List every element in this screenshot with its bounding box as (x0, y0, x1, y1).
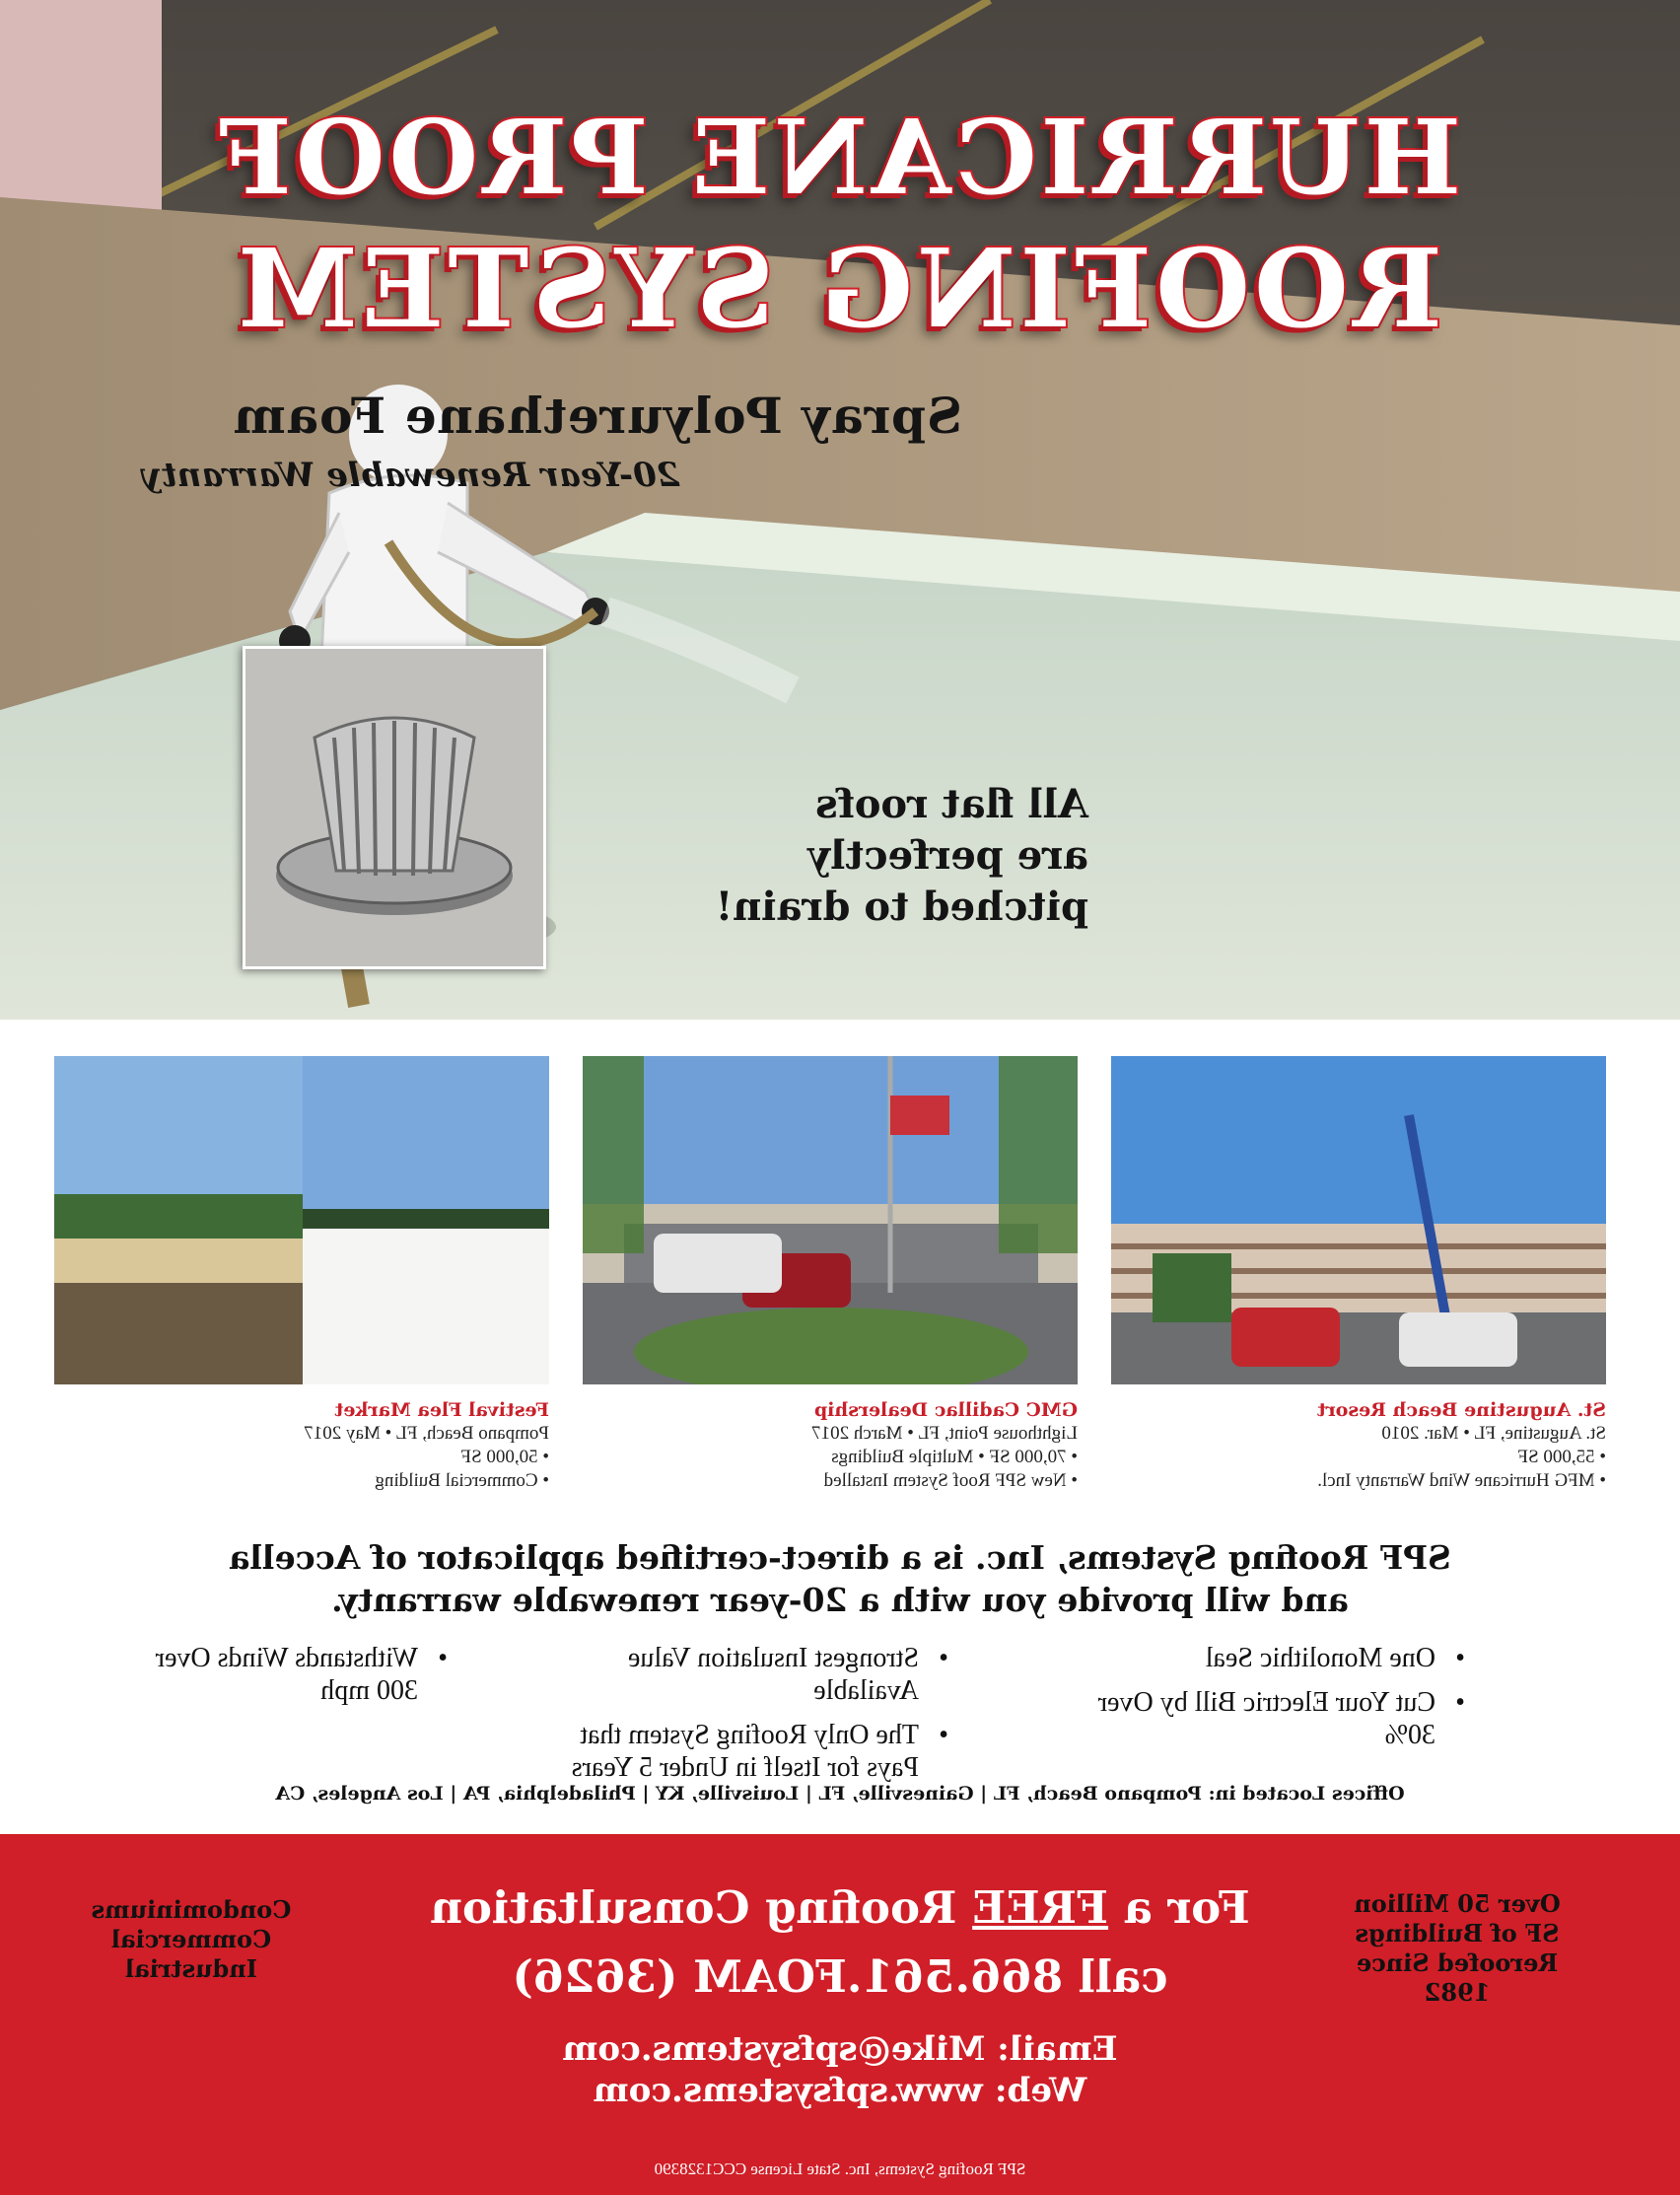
cta-suffix: Roofing Consultation (430, 1881, 973, 1934)
project-name: GMC Cadillac Dealership (813, 1399, 1078, 1421)
company-stats (1329, 1889, 1585, 2008)
segment-item: Commercial (110, 1925, 272, 1953)
drain-caption-line: All flat roofs (815, 781, 1088, 827)
headline-line-1: HURRICANE PROOF (214, 97, 1462, 218)
cta-free: FREE (972, 1881, 1109, 1934)
segment-item: Condominiums (91, 1895, 292, 1924)
project-detail: • Commercial Building (375, 1470, 549, 1491)
drain-caption (576, 779, 1088, 933)
project-name: St. Augustine Beach Resort (1316, 1399, 1606, 1421)
roof-drain-photo (243, 646, 546, 969)
office-locations: Offices Located in: Pompano Beach, FL | Gainesville, FL | Louisville, KY | Philadelphia, PA | Los Angeles, CA (275, 1783, 1405, 1805)
certification-statement (170, 1536, 1510, 1621)
benefits-column-c (122, 1642, 448, 1719)
project-location-date: Lighthouse Point, FL • March 2017 (811, 1423, 1078, 1444)
project-detail: • New SPF Roof System Installed (823, 1470, 1078, 1491)
cta-prefix: For a (1108, 1881, 1250, 1934)
drain-caption-line: pitched to drain! (715, 884, 1088, 930)
project-detail: • 70,000 SF • Multiple Buildings (831, 1447, 1078, 1467)
statement-line-2: and will provide you with a 20-year renewable warranty. (331, 1581, 1349, 1619)
product-title: Spray Polyurethane Foam (232, 387, 963, 445)
statement-line-1: SPF Roofing Systems, Inc. is a direct-certified applicator of Accella (229, 1538, 1451, 1577)
st-augustine-beach-resort-photo (1111, 1056, 1606, 1384)
project-festival-flea-market (54, 1398, 549, 1493)
email-address[interactable]: Email: Mike@spfsystems.com (562, 2029, 1118, 2069)
benefit-item: • One Monolithic Seal (1041, 1642, 1465, 1674)
project-detail: • 50,000 SF (460, 1447, 549, 1467)
drain-caption-line: are perfectly (807, 832, 1088, 879)
gmc-cadillac-dealership-photo (583, 1056, 1078, 1384)
festival-flea-market-photo (54, 1056, 549, 1384)
hero-section (0, 0, 1680, 1020)
stats-line: Reroofed Since (1356, 1948, 1559, 1977)
headline-line-2: ROOFING SYSTEM (233, 225, 1443, 352)
project-location-date: Pompano Beach, FL • May 2017 (304, 1423, 549, 1444)
phone-number[interactable]: call 866.561.FOAM (3626) (512, 1950, 1168, 2003)
warranty-subtitle: 20-Year Renewable Warranty (142, 456, 680, 495)
segment-item: Industrial (125, 1954, 257, 1983)
project-name: Festival Flea Market (334, 1399, 549, 1421)
stats-line: SF of Buildings (1355, 1919, 1560, 1947)
benefit-item: • Cut Your Electric Bill by Over 30% (1041, 1686, 1465, 1751)
project-st-augustine-beach-resort (1111, 1398, 1606, 1493)
benefits-column-a (1041, 1642, 1465, 1763)
website-address[interactable]: Web: www.spfsystems.com (593, 2071, 1087, 2110)
contact-footer (0, 1834, 1680, 2195)
project-detail: • 55,000 SF (1517, 1447, 1606, 1467)
stats-line: Over 50 Million (1354, 1889, 1561, 1918)
project-detail: • MFG Hurricane Wind Warranty Incl. (1317, 1470, 1606, 1491)
benefit-item: • Withstands Winds Over 300 mph (122, 1642, 448, 1707)
benefits-column-b (554, 1642, 948, 1796)
project-gmc-cadillac-dealership (583, 1398, 1078, 1493)
state-license: SPF Roofing Systems, Inc. State License CCC1328390 (654, 2160, 1026, 2178)
stats-line: 1982 (1424, 1978, 1491, 2007)
benefit-item: • The Only Roofing System that Pays for Itself in Under 5 Years (554, 1719, 948, 1784)
benefit-item: • Strongest Insulation Value Available (554, 1642, 948, 1707)
project-location-date: St. Augustine, FL • Mar. 2010 (1381, 1423, 1606, 1444)
